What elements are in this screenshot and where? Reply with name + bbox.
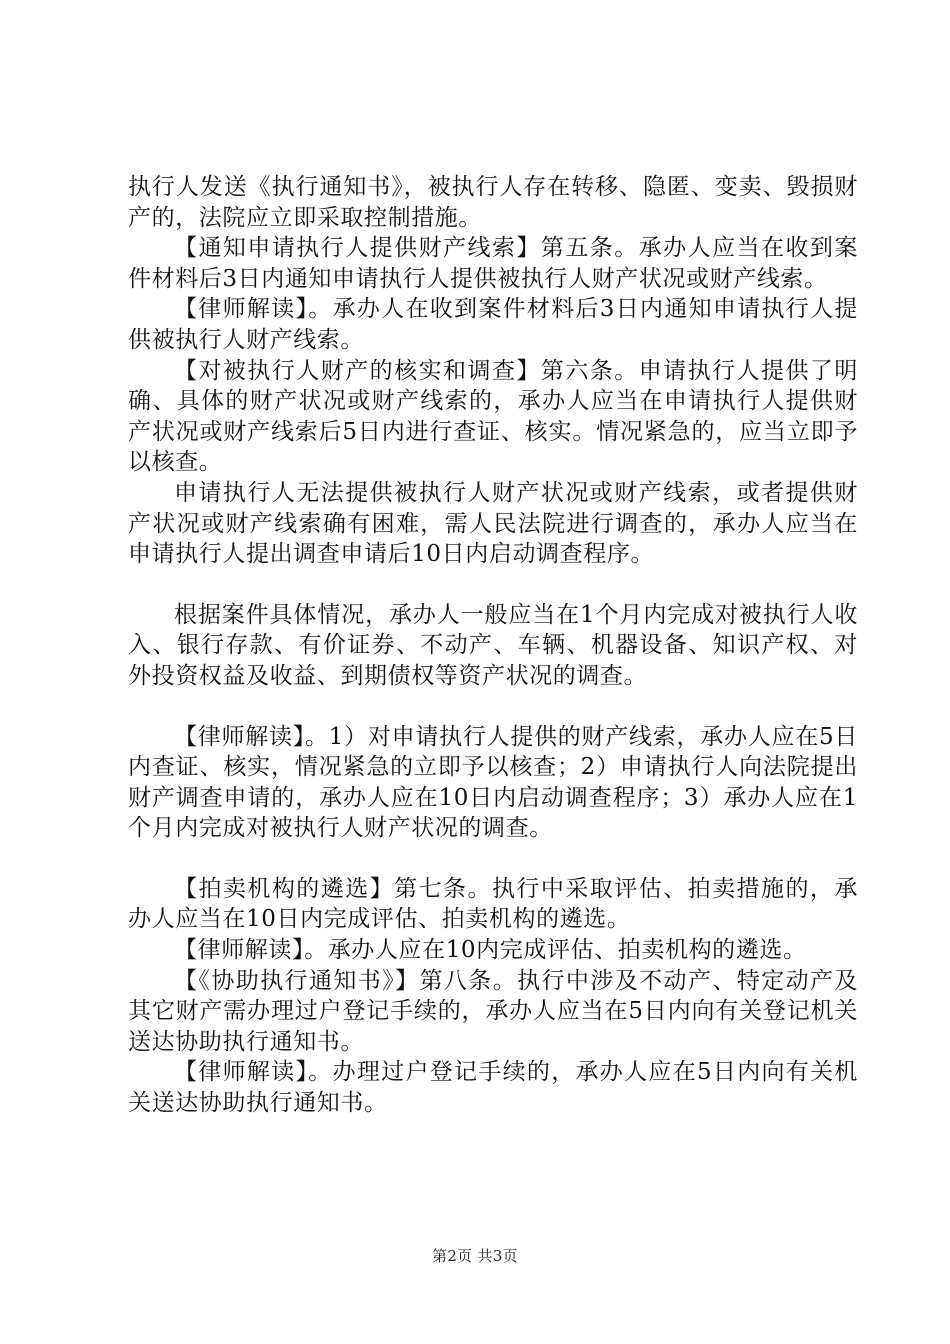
paragraph-article-6: 【对被执行人财产的核实和调查】第六条。申请执行人提供了明确、具体的财产状况或财产线索的，承办人应当在申请执行人提供财产状况或财产线索后5日内进行查证、核实。情况紧急的，应当立即予以核查。	[128, 357, 858, 476]
paragraph-article-7: 【拍卖机构的遴选】第七条。执行中采取评估、拍卖措施的，承办人应当在10日内完成评估、拍卖机构的遴选。	[128, 875, 858, 933]
paragraph-lawyer-note-6: 【律师解读】。1）对申请执行人提供的财产线索，承办人应在5日内查证、核实，情况紧急的立即予以核查；2）申请执行人向法院提出财产调查申请的，承办人应在10日内启动调查程序；3）承办人应在1个月内完成对被执行人财产状况的调查。	[128, 723, 858, 842]
paragraph-continuation: 执行人发送《执行通知书》，被执行人存在转移、隐匿、变卖、毁损财产的，法院应立即采取控制措施。	[128, 174, 858, 231]
paragraph-article-6-cont: 申请执行人无法提供被执行人财产状况或财产线索，或者提供财产状况或财产线索确有困难，需人民法院进行调查的，承办人应当在申请执行人提出调查申请后10日内启动调查程序。	[128, 479, 858, 568]
paragraph-lawyer-note-7: 【律师解读】。承办人应在10内完成评估、拍卖机构的遴选。	[174, 937, 807, 964]
document-body	[128, 172, 858, 1119]
paragraph-article-6-investigation: 根据案件具体情况，承办人一般应当在1个月内完成对被执行人收入、银行存款、有价证券、不动产、车辆、机器设备、知识产权、对外投资权益及收益、到期债权等资产状况的调查。	[128, 601, 858, 689]
paragraph-article-5: 【通知申请执行人提供财产线索】第五条。承办人应当在收到案件材料后3日内通知申请执行人提供被执行人财产状况或财产线索。	[128, 235, 858, 292]
paragraph-lawyer-note-8: 【律师解读】。办理过户登记手续的，承办人应在5日内向有关机关送达协助执行通知书。	[128, 1059, 858, 1117]
page-footer: 第2页 共3页	[432, 1247, 518, 1265]
paragraph-lawyer-note-5: 【律师解读】。承办人在收到案件材料后3日内通知申请执行人提供被执行人财产线索。	[128, 296, 858, 353]
paragraph-article-8: 【《协助执行通知书》】第八条。执行中涉及不动产、特定动产及其它财产需办理过户登记手续的，承办人应当在5日内向有关登记机关送达协助执行通知书。	[128, 967, 858, 1055]
